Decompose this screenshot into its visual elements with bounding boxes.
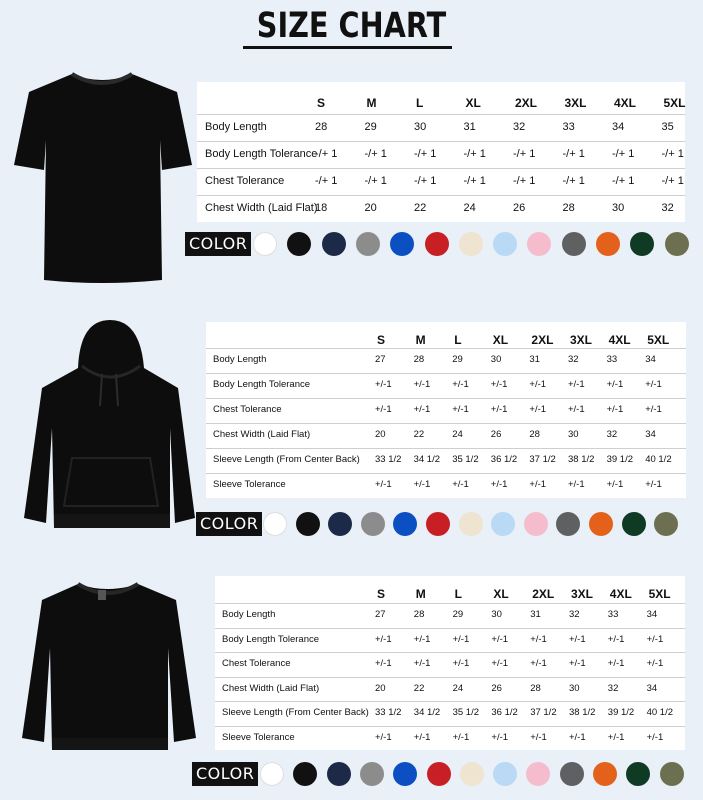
table-cell: 26 (490, 429, 502, 440)
table-cell: +/-1 (452, 658, 470, 669)
table-row (215, 603, 685, 629)
color-label: COLOR (196, 512, 262, 536)
table-cell: +/-1 (490, 379, 508, 390)
table-cell: 28 (413, 354, 425, 365)
table-cell: 40 1/2 (646, 707, 674, 718)
row-label: Chest Width (Laid Flat) (205, 202, 318, 214)
color-swatch[interactable] (665, 232, 689, 256)
table-cell: 37 1/2 (530, 707, 557, 718)
table-cell: +/-1 (646, 731, 664, 743)
color-swatch[interactable] (622, 512, 646, 536)
table-cell: +/-1 (375, 731, 392, 743)
table-cell: 32 (607, 682, 619, 694)
table-cell: 24 (452, 682, 464, 694)
table-cell: +/-1 (375, 404, 392, 415)
color-swatch[interactable] (524, 512, 548, 536)
table-row (206, 423, 686, 449)
table-cell: -/+ 1 (562, 175, 585, 187)
color-swatch[interactable] (393, 762, 417, 786)
color-swatch[interactable] (527, 232, 551, 256)
table-cell: -/+ 1 (463, 175, 486, 187)
table-cell: -/+ 1 (414, 148, 437, 160)
size-header: 5XL (647, 333, 670, 347)
table-cell: -/+ 1 (612, 148, 635, 160)
size-header: 2XL (532, 587, 555, 601)
table-cell: 33 (607, 609, 619, 620)
table-cell: 37 1/2 (529, 454, 556, 465)
size-header: S (317, 96, 326, 110)
table-row (215, 677, 685, 703)
table-cell: +/-1 (606, 404, 624, 415)
row-label: Sleeve Length (From Center Back) (222, 707, 369, 718)
table-cell: 24 (463, 202, 476, 214)
table-cell: 28 (315, 121, 328, 133)
table-cell: 20 (375, 682, 386, 694)
row-label: Chest Width (Laid Flat) (213, 429, 311, 440)
table-cell: +/-1 (607, 633, 625, 645)
color-swatch[interactable] (390, 232, 414, 256)
size-header: 3XL (570, 333, 593, 347)
row-label: Chest Tolerance (222, 658, 291, 669)
table-cell: +/-1 (607, 731, 625, 743)
table-cell: 30 (414, 121, 427, 133)
table-cell: 29 (364, 121, 377, 133)
row-label: Sleeve Tolerance (222, 731, 295, 743)
color-swatch[interactable] (593, 762, 617, 786)
row-label: Body Length Tolerance (205, 148, 318, 160)
table-cell: 32 (568, 354, 579, 365)
row-label: Chest Tolerance (205, 175, 285, 187)
table-cell: 31 (463, 121, 476, 133)
title-underline (243, 46, 452, 49)
sweatshirt-size-table (215, 576, 685, 750)
table-row (197, 168, 685, 196)
table-cell: +/-1 (413, 633, 431, 645)
tshirt-size-table (197, 82, 685, 222)
size-header: M (415, 587, 426, 601)
page-title: SIZE CHART (256, 6, 447, 46)
table-cell: 28 (530, 682, 541, 694)
row-label: Sleeve Tolerance (213, 479, 286, 490)
size-header: 3XL (571, 587, 594, 601)
table-cell: 36 1/2 (491, 707, 518, 718)
table-cell: +/-1 (568, 379, 585, 390)
color-swatch[interactable] (293, 762, 317, 786)
row-label: Chest Width (Laid Flat) (222, 682, 320, 694)
table-cell: -/+ 1 (414, 175, 437, 187)
size-header: 5XL (663, 96, 686, 110)
row-label: Body Length (205, 121, 267, 133)
color-swatch[interactable] (296, 512, 320, 536)
table-cell: 32 (661, 202, 674, 214)
table-cell: +/-1 (413, 404, 431, 415)
table-cell: 33 (562, 121, 575, 133)
size-header: L (454, 587, 462, 601)
size-header: 4XL (609, 587, 632, 601)
table-row (197, 141, 685, 169)
size-header: 3XL (564, 96, 587, 110)
color-swatch[interactable] (562, 232, 586, 256)
color-swatch[interactable] (630, 232, 654, 256)
row-label: Chest Tolerance (213, 404, 282, 415)
table-cell: 22 (413, 682, 425, 694)
table-cell: 36 1/2 (490, 454, 518, 465)
table-cell: +/-1 (606, 379, 624, 390)
size-header: M (415, 333, 426, 347)
table-cell: +/-1 (607, 658, 625, 669)
size-header: XL (492, 333, 509, 347)
table-cell: -/+ 1 (315, 148, 338, 160)
table-cell: +/-1 (413, 479, 431, 490)
hoodie-image (20, 318, 198, 538)
table-cell: -/+ 1 (513, 148, 536, 160)
table-cell: 34 1/2 (413, 707, 441, 718)
table-cell: 35 1/2 (452, 454, 479, 465)
table-cell: +/-1 (452, 379, 469, 390)
table-cell: -/+ 1 (315, 175, 338, 187)
table-cell: 26 (513, 202, 526, 214)
table-cell: -/+ 1 (661, 148, 684, 160)
table-cell: +/-1 (375, 658, 392, 669)
table-cell: 26 (491, 682, 502, 694)
table-cell: 32 (606, 429, 618, 440)
size-header: XL (465, 96, 481, 110)
table-cell: +/-1 (491, 658, 509, 669)
color-swatch[interactable] (660, 762, 684, 786)
table-cell: 27 (375, 609, 386, 620)
color-swatch[interactable] (589, 512, 613, 536)
color-swatch[interactable] (459, 232, 483, 256)
color-swatch[interactable] (328, 512, 352, 536)
table-cell: +/-1 (413, 658, 431, 669)
color-swatch[interactable] (425, 232, 449, 256)
table-cell: -/+ 1 (513, 175, 536, 187)
color-swatch[interactable] (427, 762, 451, 786)
table-cell: 35 (661, 121, 674, 133)
table-row (206, 473, 686, 498)
table-cell: 33 1/2 (375, 707, 402, 718)
table-cell: +/-1 (452, 633, 470, 645)
table-cell: -/+ 1 (612, 175, 635, 187)
table-cell: 30 (491, 609, 502, 620)
table-cell: +/-1 (452, 731, 470, 743)
table-cell: 35 1/2 (452, 707, 480, 718)
row-label: Sleeve Length (From Center Back) (213, 454, 360, 465)
table-row (215, 652, 685, 678)
table-cell: 39 1/2 (606, 454, 634, 465)
color-label: COLOR (185, 232, 251, 256)
table-cell: +/-1 (490, 479, 508, 490)
color-swatch[interactable] (287, 232, 311, 256)
table-cell: 32 (569, 609, 580, 620)
table-cell: +/-1 (569, 731, 586, 743)
sweatshirt-image (20, 578, 198, 758)
color-swatch[interactable] (361, 512, 385, 536)
color-swatch[interactable] (360, 762, 384, 786)
table-row (197, 195, 685, 222)
table-cell: +/-1 (569, 658, 586, 669)
table-cell: 20 (375, 429, 386, 440)
table-cell: 18 (315, 202, 328, 214)
table-row (197, 114, 685, 142)
size-header: XL (493, 587, 509, 601)
table-row (206, 348, 686, 374)
size-header: S (377, 587, 386, 601)
size-header: M (366, 96, 377, 110)
size-header: 2XL (515, 96, 538, 110)
table-cell: 30 (568, 429, 579, 440)
row-label: Body Length (213, 354, 267, 365)
table-cell: 28 (413, 609, 425, 620)
size-header: S (377, 333, 386, 347)
color-swatch[interactable] (327, 762, 351, 786)
size-header: 4XL (608, 333, 631, 347)
table-cell: 29 (452, 609, 464, 620)
table-cell: +/-1 (529, 479, 547, 490)
color-label: COLOR (192, 762, 258, 786)
table-header-row (206, 322, 686, 349)
color-swatch[interactable] (493, 232, 517, 256)
table-cell: +/-1 (452, 479, 469, 490)
size-header: 5XL (648, 587, 671, 601)
table-row (206, 373, 686, 399)
table-cell: 38 1/2 (568, 454, 595, 465)
table-cell: +/-1 (529, 404, 547, 415)
row-label: Body Length (222, 609, 276, 620)
table-cell: 28 (529, 429, 540, 440)
table-cell: +/-1 (569, 633, 586, 645)
hoodie-size-table (206, 322, 686, 498)
color-swatch[interactable] (556, 512, 580, 536)
table-cell: +/-1 (606, 479, 624, 490)
table-cell: +/-1 (568, 404, 585, 415)
row-label: Body Length Tolerance (213, 379, 311, 390)
table-cell: +/-1 (529, 379, 547, 390)
table-cell: 22 (413, 429, 425, 440)
table-cell: +/-1 (452, 404, 469, 415)
color-swatch[interactable] (493, 762, 517, 786)
table-cell: -/+ 1 (364, 175, 387, 187)
table-cell: 39 1/2 (607, 707, 635, 718)
table-cell: 40 1/2 (645, 454, 672, 465)
table-cell: +/-1 (530, 633, 547, 645)
table-cell: 30 (612, 202, 625, 214)
table-cell: -/+ 1 (661, 175, 684, 187)
table-cell: 30 (490, 354, 502, 365)
table-cell: 31 (529, 354, 540, 365)
table-cell: 30 (569, 682, 580, 694)
table-row (215, 701, 685, 727)
table-cell: +/-1 (413, 379, 431, 390)
table-header-row (197, 82, 685, 115)
color-swatch[interactable] (263, 512, 287, 536)
table-cell: 34 (612, 121, 625, 133)
color-swatch[interactable] (626, 762, 650, 786)
table-cell: +/-1 (413, 731, 431, 743)
table-cell: +/-1 (530, 731, 547, 743)
table-cell: 31 (530, 609, 541, 620)
table-cell: 29 (452, 354, 463, 365)
table-cell: 33 1/2 (375, 454, 402, 465)
table-cell: +/-1 (645, 404, 662, 415)
size-header: 4XL (614, 96, 637, 110)
color-swatch[interactable] (393, 512, 417, 536)
table-cell: +/-1 (375, 633, 392, 645)
color-swatch[interactable] (526, 762, 550, 786)
table-cell: -/+ 1 (463, 148, 486, 160)
table-cell: +/-1 (530, 658, 547, 669)
table-cell: +/-1 (375, 379, 392, 390)
color-swatch[interactable] (491, 512, 515, 536)
color-swatch[interactable] (253, 232, 277, 256)
table-cell: 34 1/2 (413, 454, 441, 465)
table-cell: +/-1 (491, 633, 509, 645)
table-cell: 34 (645, 429, 656, 440)
table-cell: 34 (646, 609, 658, 620)
table-cell: 32 (513, 121, 526, 133)
table-cell: 27 (375, 354, 386, 365)
table-cell: +/-1 (646, 658, 664, 669)
table-row (206, 398, 686, 424)
table-row (215, 628, 685, 654)
table-cell: -/+ 1 (364, 148, 387, 160)
color-swatch[interactable] (260, 762, 284, 786)
table-cell: +/-1 (645, 379, 662, 390)
color-swatch[interactable] (426, 512, 450, 536)
table-cell: +/-1 (490, 404, 508, 415)
table-row (215, 726, 685, 751)
size-header: L (416, 96, 424, 110)
table-cell: -/+ 1 (562, 148, 585, 160)
table-cell: 20 (364, 202, 377, 214)
table-cell: 38 1/2 (569, 707, 596, 718)
table-cell: +/-1 (568, 479, 585, 490)
color-swatch[interactable] (560, 762, 584, 786)
table-cell: 33 (606, 354, 618, 365)
color-swatch[interactable] (322, 232, 346, 256)
table-cell: +/-1 (646, 633, 664, 645)
tshirt-image (12, 70, 194, 286)
color-swatch[interactable] (356, 232, 380, 256)
table-header-row (215, 576, 685, 604)
table-cell: 34 (646, 682, 658, 694)
table-cell: 24 (452, 429, 463, 440)
table-cell: 34 (645, 354, 656, 365)
color-swatch[interactable] (460, 762, 484, 786)
table-cell: +/-1 (375, 479, 392, 490)
row-label: Body Length Tolerance (222, 633, 320, 645)
size-header: 2XL (531, 333, 554, 347)
color-swatch[interactable] (459, 512, 483, 536)
table-cell: 28 (562, 202, 575, 214)
size-header: L (454, 333, 462, 347)
color-swatch[interactable] (654, 512, 678, 536)
color-swatch[interactable] (596, 232, 620, 256)
table-cell: +/-1 (645, 479, 662, 490)
table-row (206, 448, 686, 474)
table-cell: 22 (414, 202, 427, 214)
table-cell: +/-1 (491, 731, 509, 743)
